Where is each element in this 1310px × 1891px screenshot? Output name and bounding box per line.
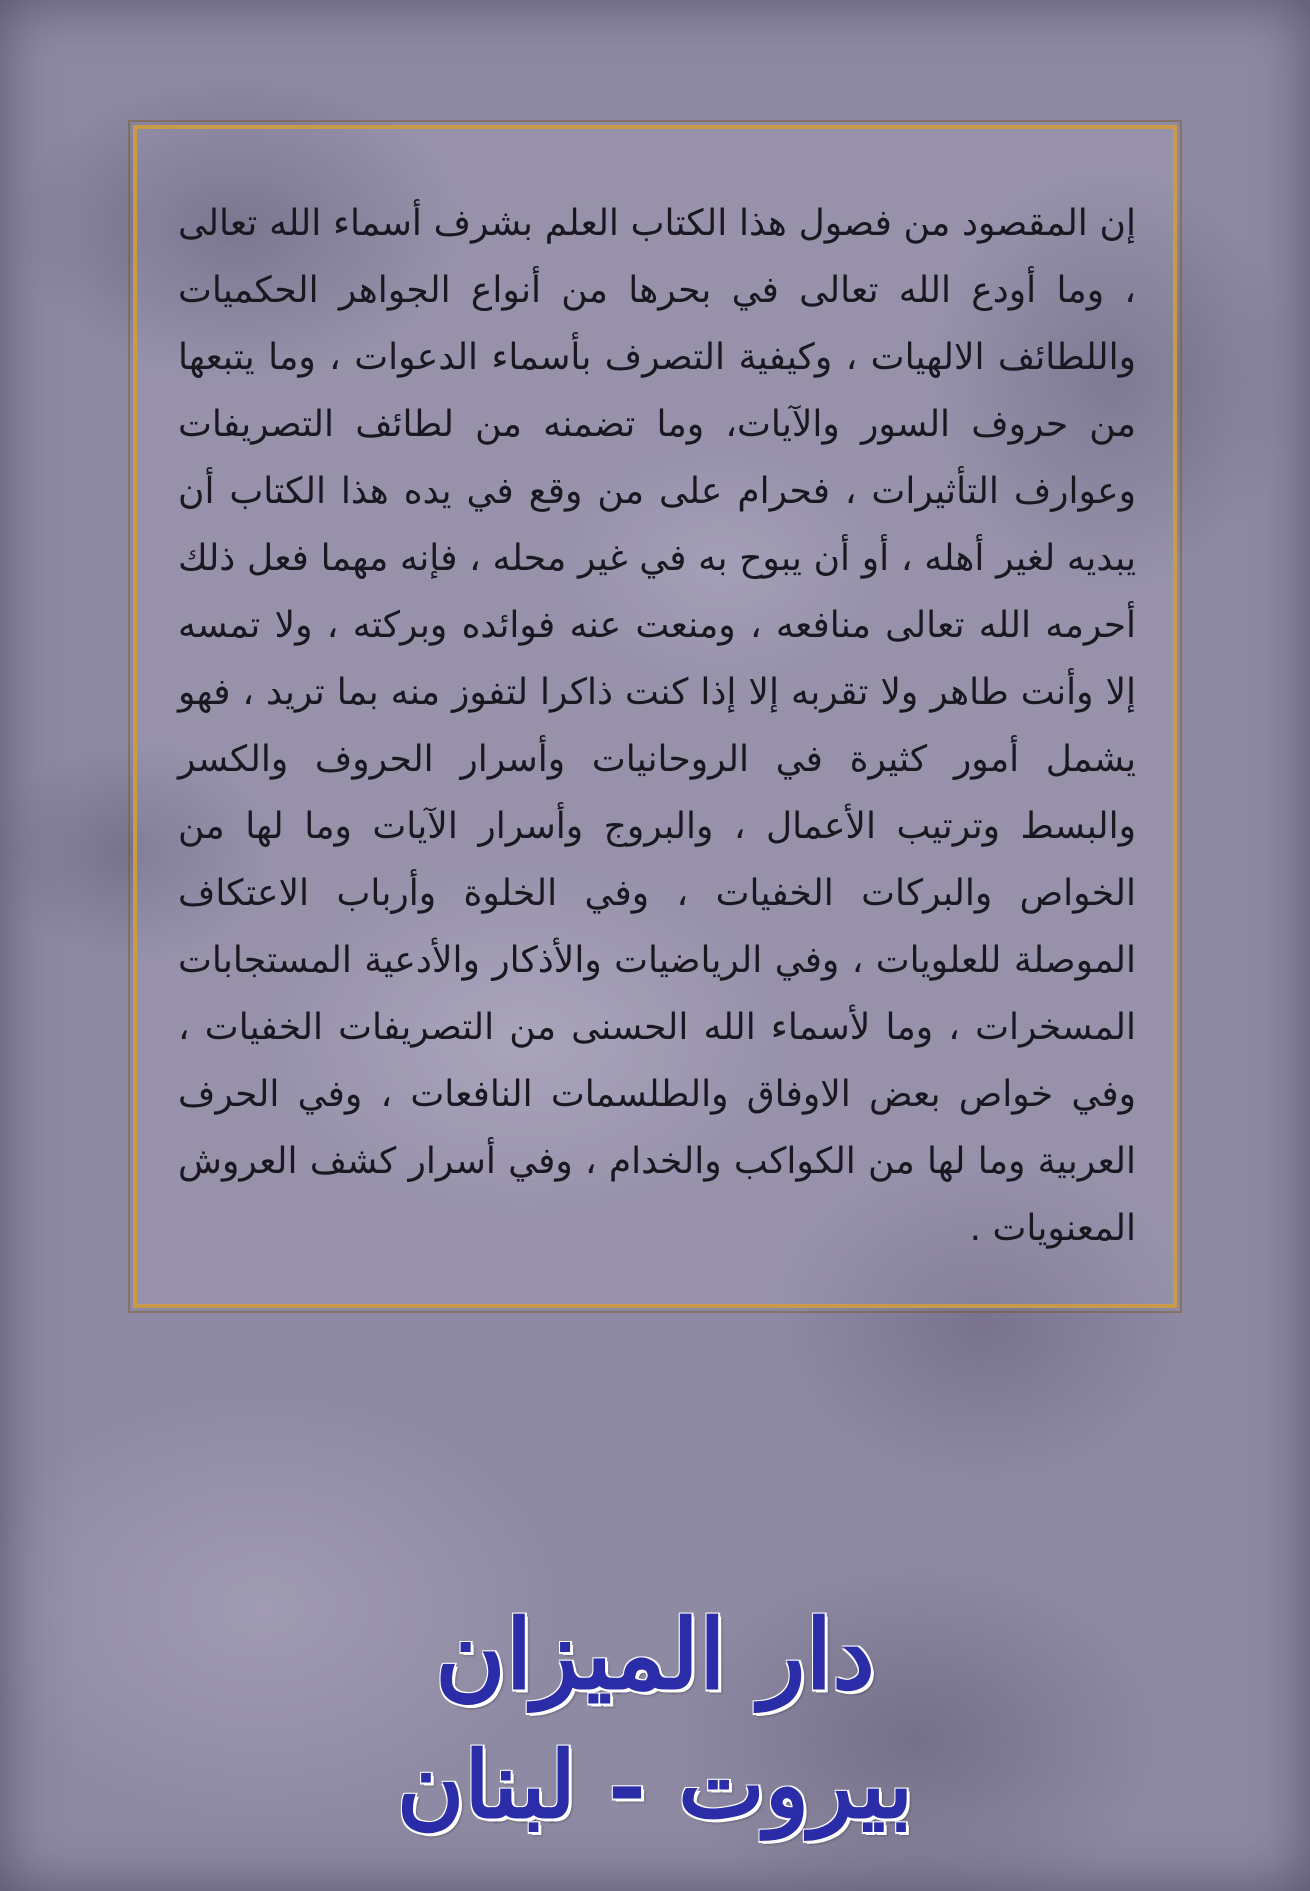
blurb-text: إن المقصود من فصول هذا الكتاب العلم بشرف أسماء الله تعالى ، وما أودع الله تعالى في بحرها من أنواع الجواهر الحكميات واللطائف الالهيات ، وكيفية التصرف بأسماء الدعوات ، وما يتبعها من حروف السور والآيات، وما تضمنه من لطائف التصريفات وعوارف التأثيرات ، فحرام على من وقع في يده هذا الكتاب أن يبديه لغير أهله ، أو أن يبوح به في غير محله ، فإنه مهما فعل ذلك أحرمه الله تعالى منافعه ، ومنعت عنه فوائده وبركته ، ولا تمسه إلا وأنت طاهر ولا تقربه إلا إذا كنت ذاكرا لتفوز منه بما تريد ، فهو يشمل أمور كثيرة في الروحانيات وأسرار الحروف والكسر والبسط وترتيب الأعمال ، والبروج وأسرار الآيات وما لها من الخواص والبركات الخفيات ، وفي الخلوة وأرباب الاعتكاف الموصلة للعلويات ، وفي الرياضيات والأذكار والأدعية المستجابات المسخرات ، وما لأسماء الله الحسنى من التصريفات الخفيات ، وفي خواص بعض الاوفاق والطلسمات النافعات ، وفي الحرف العربية وما لها من الكواكب والخدام ، وفي أسرار كشف العروش المعنويات . [178,203,1136,1249]
publisher-city: بيروت - لبنان [396,1731,914,1839]
publisher-name: دار الميزان [435,1598,875,1711]
